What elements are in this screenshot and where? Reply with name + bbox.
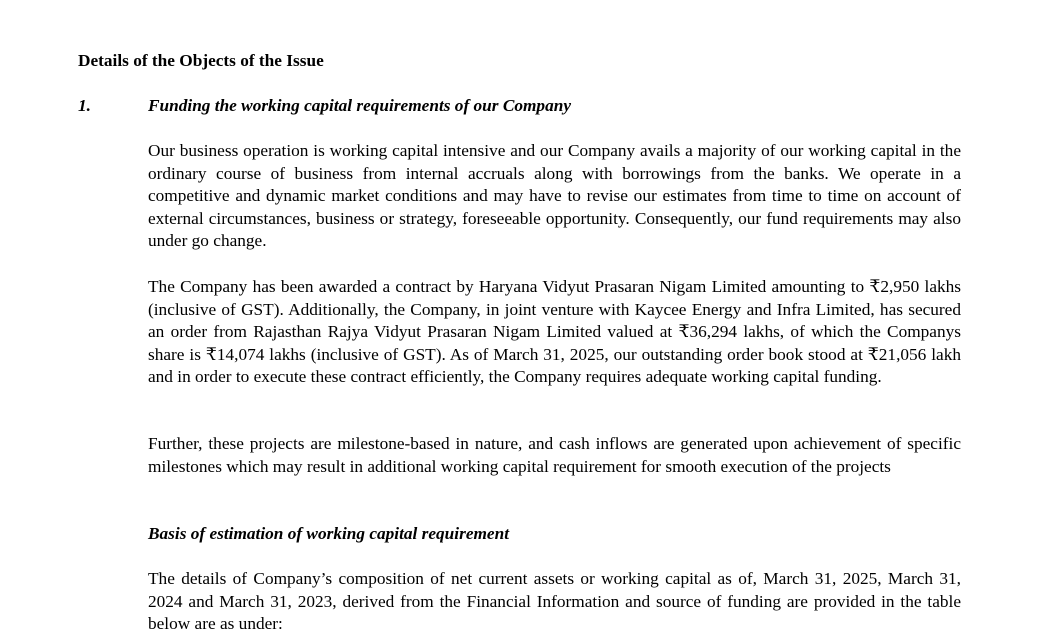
paragraph-contract-orders: The Company has been awarded a contract by Haryana Vidyut Prasaran Nigam Limited amounting to ₹2,950 lakhs (inclusive of GST). Additionally, the Company, in joint venture with Kaycee Energy and Infra Limited, has secured an order from Rajasthan Rajya Vidyut Prasaran Nigam Limited valued at ₹36,294 lakhs, of which the Companys share is ₹14,074 lakhs (inclusive of GST). As of March 31, 2025, our outstanding order book stood at ₹21,056 lakh and in order to execute these contract efficiently, the Company requires adequate working capital funding.	[148, 277, 961, 387]
paragraph-composition-details: The details of Company’s composition of net current assets or working capital as of, March 31, 2025, March 31, 2024 and March 31, 2023, derived from the Financial Information and source of funding are provided in the table below are as under:	[148, 569, 961, 634]
section-heading: Details of the Objects of the Issue	[78, 51, 324, 70]
subsection-title: Basis of estimation of working capital requirement	[148, 524, 510, 543]
item-title: Funding the working capital requirements of our Company	[148, 96, 571, 115]
paragraph-milestones: Further, these projects are milestone-based in nature, and cash inflows are generated upon achievement of specific milestones which may result in additional working capital requirement for smooth execution of the projects	[148, 434, 961, 476]
item-number: 1.	[78, 96, 91, 115]
paragraph-working-capital-intensive: Our business operation is working capital intensive and our Company avails a majority of our working capital in the ordinary course of business from internal accruals along with borrowings from the banks. We operate in a competitive and dynamic market conditions and may have to revise our estimates from time to time on account of external circumstances, business or strategy, foreseeable opportunity. Consequently, our fund requirements may also under go change.	[148, 141, 961, 251]
